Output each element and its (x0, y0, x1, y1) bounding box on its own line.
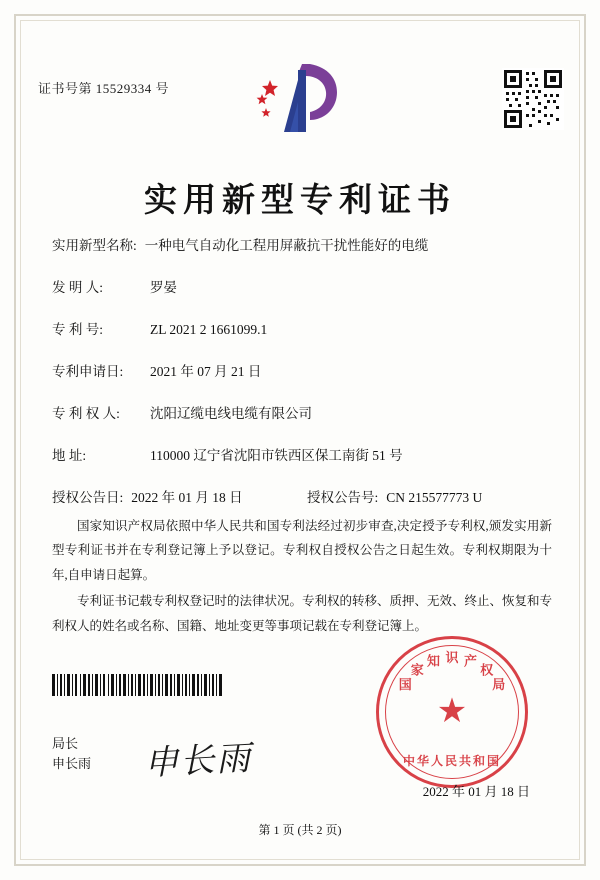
field-value-grant-no: CN 215577773 U (386, 490, 483, 505)
field-label-patentee: 专 利 权 人: (52, 406, 120, 421)
field-value-address: 110000 辽宁省沈阳市铁西区保工南街 51 号 (150, 448, 403, 463)
fields-block (52, 234, 556, 528)
field-row-grant (52, 486, 556, 506)
seal-bottom-text: 中华人民共和国 (402, 754, 501, 768)
official-seal (376, 636, 528, 788)
field-label-inventor: 发 明 人: (52, 280, 104, 295)
signature-role: 局长 (52, 735, 79, 751)
field-value-application-date: 2021 年 07 月 21 日 (150, 364, 262, 379)
certificate-content (34, 34, 566, 846)
field-row-application-date (52, 360, 556, 380)
signature-name: 申长雨 (52, 755, 92, 771)
field-value-grant-date: 2022 年 01 月 18 日 (131, 490, 243, 505)
barcode-icon (52, 674, 222, 696)
seal-star-icon: ★ (436, 693, 468, 730)
legal-paragraph-2: 专利证书记载专利权登记时的法律状况。专利权的转移、质押、无效、终止、恢复和专利权人的姓名或名称、国籍、地址变更等事项记载在专利登记簿上。 (52, 594, 553, 633)
field-label-grant-no: 授权公告号: (307, 490, 379, 505)
field-row-invention-name (52, 234, 556, 254)
signature-block (52, 734, 91, 774)
field-label-patent-no: 专 利 号: (52, 322, 104, 337)
handwritten-signature: 申长雨 (143, 738, 254, 784)
grant-date-group (52, 486, 307, 506)
field-row-patent-no (52, 318, 556, 338)
legal-text-block (52, 514, 552, 640)
field-label-invention-name: 实用新型名称: (52, 238, 137, 253)
field-label-address: 地 址: (52, 448, 87, 463)
cnipa-logo-icon (240, 62, 360, 136)
grant-no-group (307, 486, 482, 506)
page-footer: 第 1 页 (共 2 页) (258, 823, 342, 837)
field-label-grant-date: 授权公告日: (52, 490, 124, 505)
seal-top-text: 国 家 知 识 产 权 局 (398, 650, 506, 692)
field-value-patent-no: ZL 2021 2 1661099.1 (150, 322, 268, 337)
certificate-number: 证书号第 15529334 号 (38, 81, 170, 96)
field-label-application-date: 专利申请日: (52, 364, 124, 379)
legal-paragraph-1: 国家知识产权局依照中华人民共和国专利法经过初步审查,决定授予专利权,颁发实用新型专利证书并在专利登记簿上予以登记。专利权自授权公告之日起生效。专利权期限为十年,自申请日起算。 (52, 519, 552, 582)
field-value-invention-name: 一种电气自动化工程用屏蔽抗干扰性能好的电缆 (144, 238, 429, 253)
qr-code-icon (502, 68, 564, 130)
field-row-patentee (52, 402, 556, 422)
seal-date: 2022 年 01 月 18 日 (422, 784, 530, 799)
field-row-inventor (52, 276, 556, 296)
field-value-inventor: 罗晏 (150, 280, 177, 295)
field-value-patentee: 沈阳辽缆电线电缆有限公司 (150, 406, 312, 421)
page-title: 实用新型专利证书 (144, 183, 456, 219)
field-row-address (52, 444, 556, 464)
